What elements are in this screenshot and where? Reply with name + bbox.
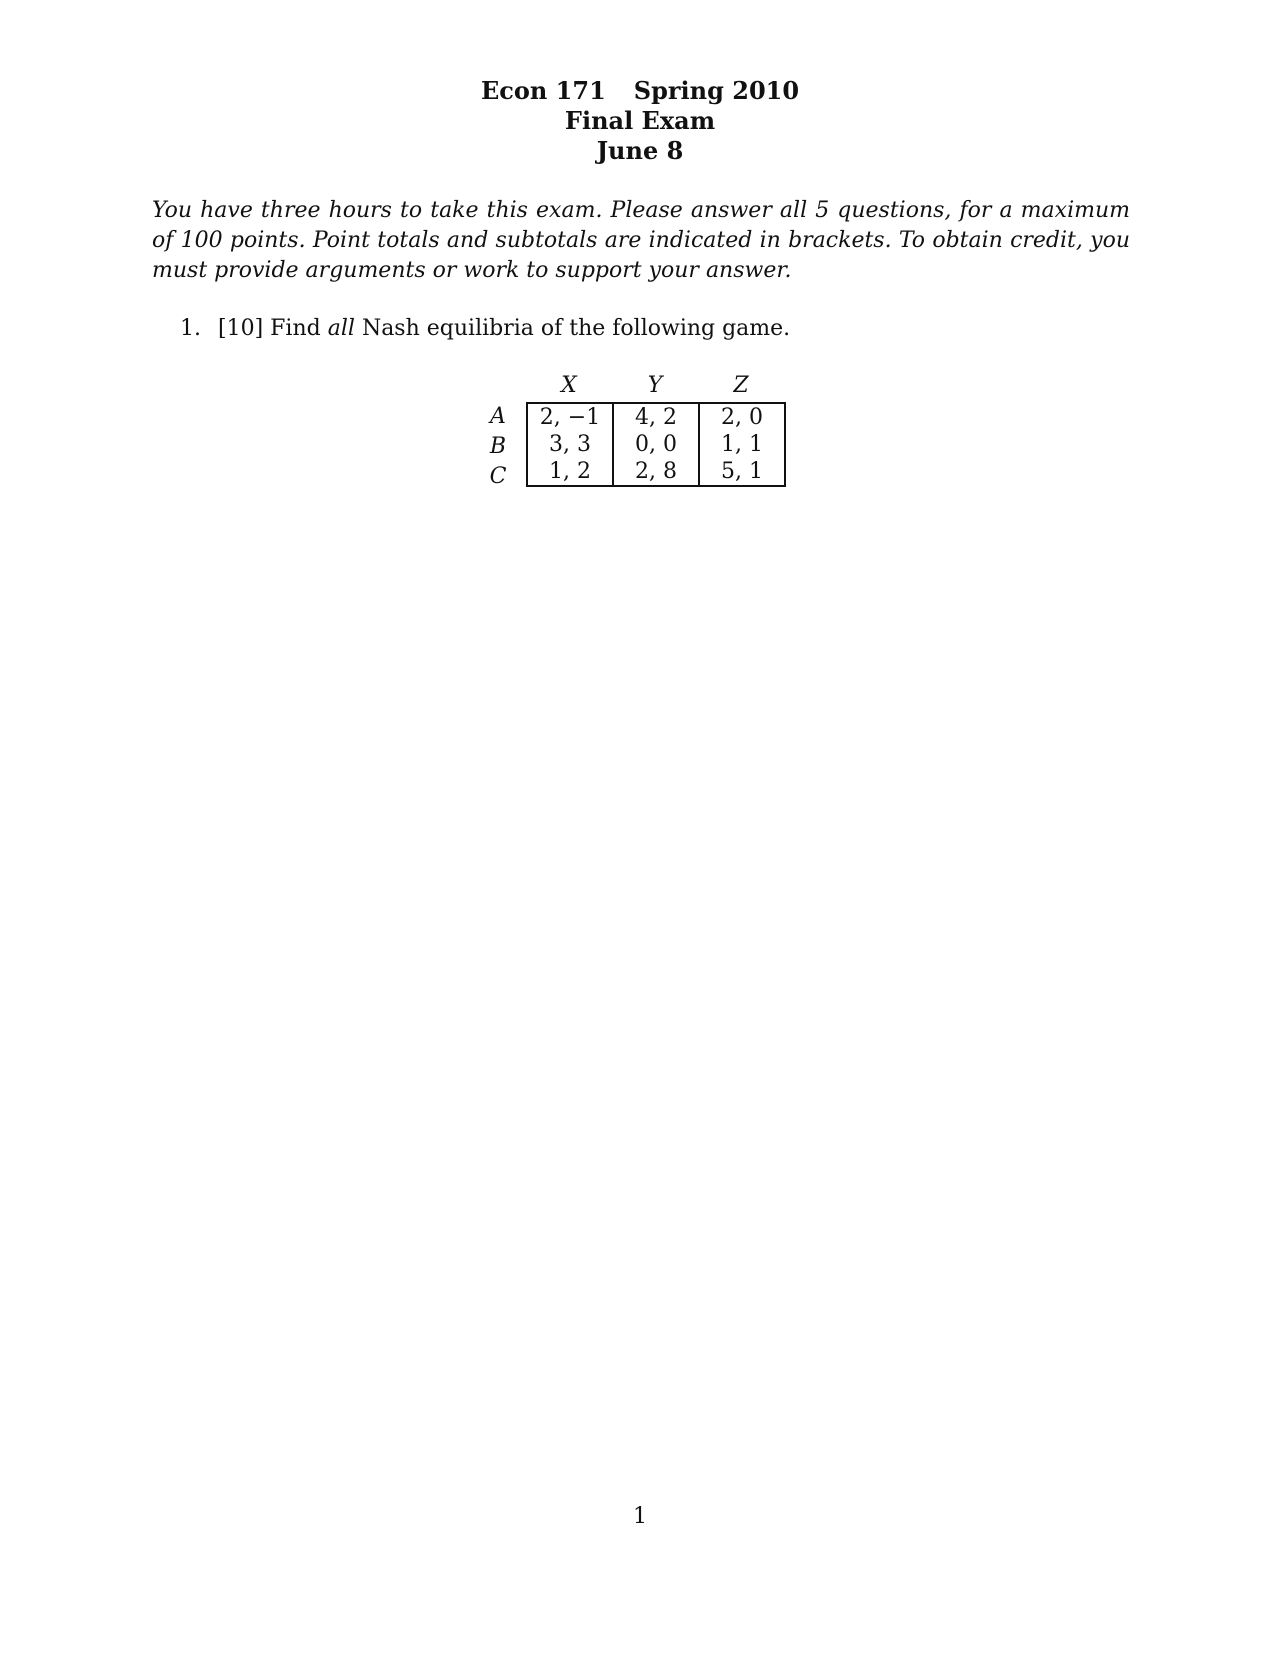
exam-title: Final Exam <box>564 106 716 135</box>
payoff-cell: 3, 3 <box>527 431 613 458</box>
row-header-c: C <box>489 464 507 489</box>
column-header-x: X <box>561 373 577 398</box>
column-header-z: Z <box>733 373 749 398</box>
exam-header <box>0 76 1280 166</box>
question-points: [10] <box>218 316 264 341</box>
question-text-after: Nash equilibria of the following game. <box>361 316 791 341</box>
payoff-cell: 1, 2 <box>527 458 613 486</box>
column-headers <box>526 372 790 400</box>
table-row <box>527 458 785 486</box>
payoff-cell: 4, 2 <box>613 403 699 431</box>
payoff-cell: 2, −1 <box>527 403 613 431</box>
exam-date: June 8 <box>596 136 684 165</box>
payoff-cell: 5, 1 <box>699 458 785 486</box>
question-number: 1. <box>180 316 201 341</box>
question-text-before: Find <box>270 316 321 341</box>
payoff-cell: 0, 0 <box>613 431 699 458</box>
payoff-table <box>526 402 786 487</box>
payoff-cell: 1, 1 <box>699 431 785 458</box>
row-header-b: B <box>489 434 507 459</box>
question-emphasis: all <box>327 316 355 341</box>
course-title: Econ 171 <box>480 76 606 105</box>
payoff-cell: 2, 8 <box>613 458 699 486</box>
question-1 <box>180 314 1080 344</box>
payoff-cell: 2, 0 <box>699 403 785 431</box>
column-header-y: Y <box>647 373 663 398</box>
course-term-line <box>0 76 1280 106</box>
row-header-a: A <box>490 404 506 429</box>
instructions: You have three hours to take this exam. Please answer all 5 questions, for a maximum of 100 points. Point totals and subtotals are indicated in brackets. To obtain credit, you must provide arguments or work to support your answer. <box>152 198 1130 283</box>
term: Spring 2010 <box>633 76 800 105</box>
table-row <box>527 403 785 431</box>
table-row <box>527 431 785 458</box>
row-headers <box>478 402 518 492</box>
page-number: 1 <box>633 1504 647 1529</box>
